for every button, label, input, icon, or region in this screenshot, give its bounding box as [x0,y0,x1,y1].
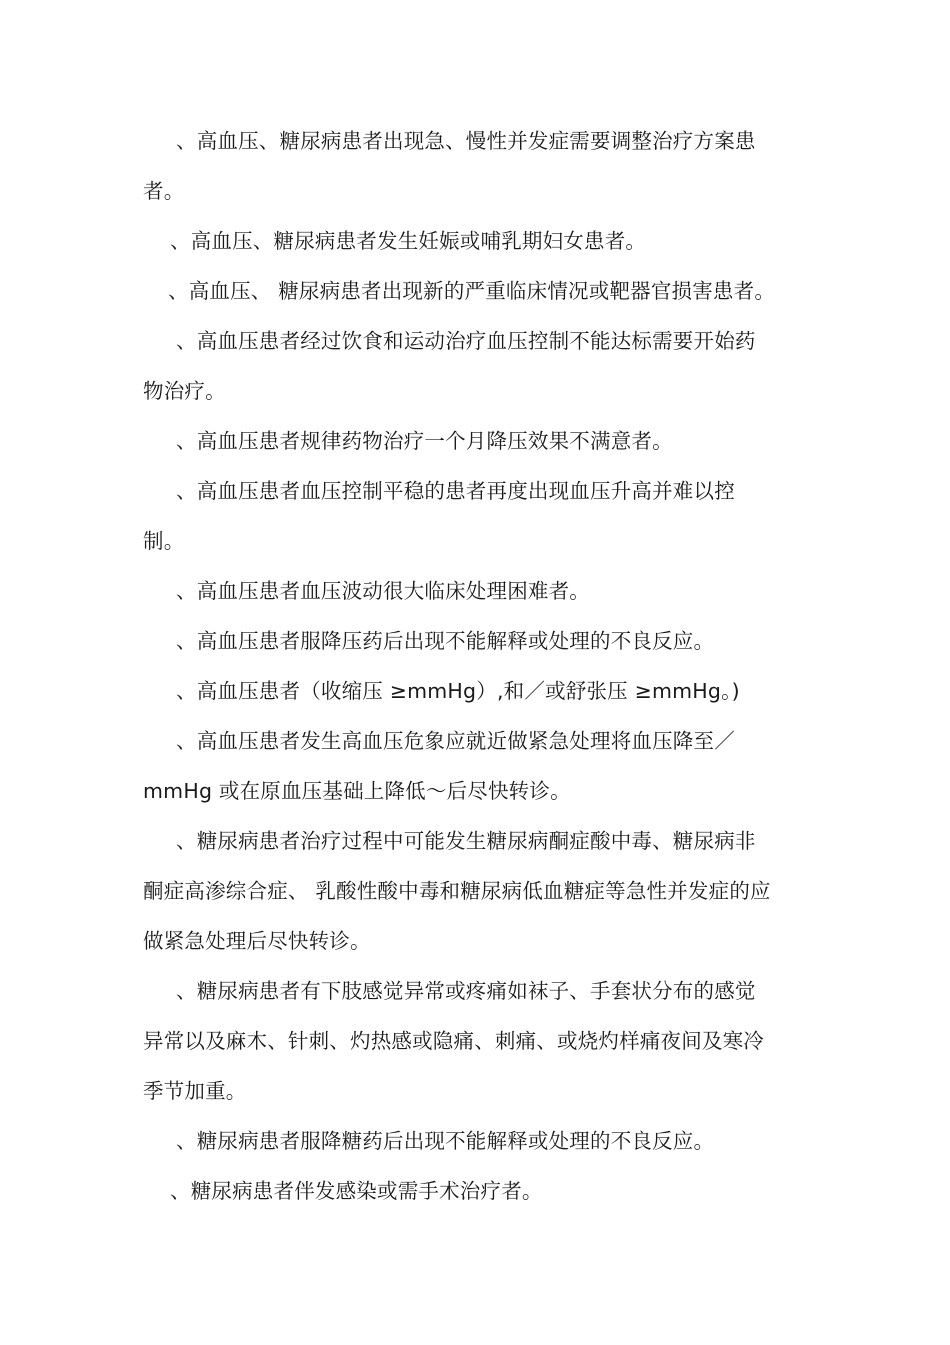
text-line: 、糖尿病患者有下肢感觉异常或疼痛如袜子、手套状分布的感觉 [176,979,756,1003]
text-line: 、高血压患者（收缩压 ≥mmHg）,和／或舒张压 ≥mmHg。) [176,679,740,703]
text-line: 、糖尿病患者治疗过程中可能发生糖尿病酮症酸中毒、糖尿病非 [176,829,756,853]
text-line: 、高血压患者血压波动很大临床处理困难者。 [176,579,590,603]
text-line: 、高血压、 糖尿病患者出现新的严重临床情况或靶器官损害患者。 [168,279,776,303]
text-line: 、高血压患者发生高血压危象应就近做紧急处理将血压降至／ [176,729,735,753]
text-line: 、高血压患者血压控制平稳的患者再度出现血压升高并难以控 [176,479,735,503]
text-line: 、糖尿病患者服降糖药后出现不能解释或处理的不良反应。 [176,1129,715,1153]
text-line: 者。 [143,179,185,203]
text-line: 做紧急处理后尽快转诊。 [143,929,371,953]
text-line: mmHg 或在原血压基础上降低～后尽快转诊。 [143,779,571,803]
text-line: 、高血压、糖尿病患者出现急、慢性并发症需要调整治疗方案患 [176,129,756,153]
text-line: 异常以及麻木、针刺、灼热感或隐痛、刺痛、或烧灼样痛夜间及寒冷 [143,1029,764,1053]
text-line: 、糖尿病患者伴发感染或需手术治疗者。 [170,1179,543,1203]
text-line: 制。 [143,529,185,553]
text-line: 季节加重。 [143,1079,247,1103]
text-line: 酮症高渗综合症、 乳酸性酸中毒和糖尿病低血糖症等急性并发症的应 [143,879,771,903]
text-line: 物治疗。 [143,379,226,403]
text-line: 、高血压患者服降压药后出现不能解释或处理的不良反应。 [176,629,715,653]
text-line: 、高血压患者经过饮食和运动治疗血压控制不能达标需要开始药 [176,329,756,353]
text-line: 、高血压患者规律药物治疗一个月降压效果不满意者。 [176,429,673,453]
text-line: 、高血压、糖尿病患者发生妊娠或哺乳期妇女患者。 [170,229,647,253]
